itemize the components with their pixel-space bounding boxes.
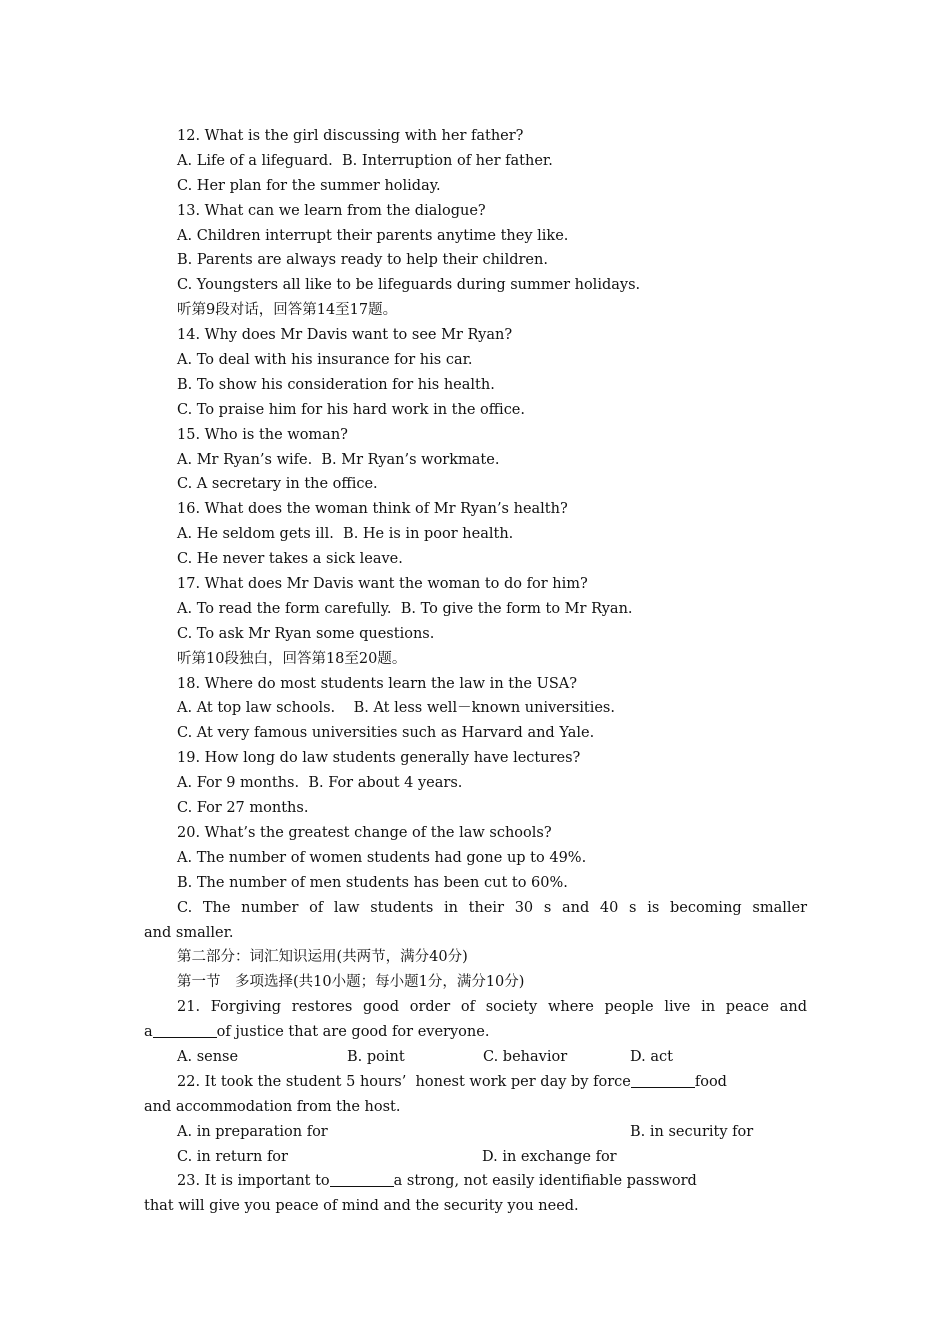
text-line: A. To deal with his insurance for his car. xyxy=(177,352,473,369)
q21-line1: 21. Forgiving restores good order of society where people live in peace and xyxy=(177,999,807,1016)
q20-option-c-line2: and smaller. xyxy=(144,924,234,941)
q22-line2: and accommodation from the host. xyxy=(144,1098,401,1115)
text-line: B. To show his consideration for his health. xyxy=(177,376,495,393)
q22-options-row2 xyxy=(0,1145,950,1170)
text-line: A. The number of women students had gone up to 49%. xyxy=(177,849,587,866)
text-line: 听第9段对话，回答第14至17题。 xyxy=(177,302,398,319)
text-line: C. At very famous universities such as Harvard and Yale. xyxy=(177,725,595,742)
text-line: 15. Who is the woman? xyxy=(177,426,348,443)
q21-options xyxy=(0,1045,950,1070)
q21-pre: a xyxy=(144,1024,153,1041)
text-line: 17. What does Mr Davis want the woman to do for him? xyxy=(177,576,588,593)
q22-pre: 22. It took the student 5 hours’ honest work per day by force xyxy=(177,1073,631,1090)
text-line: A. To read the form carefully. B. To give the form to Mr Ryan. xyxy=(177,600,633,617)
text-line: 12. What is the girl discussing with her father? xyxy=(177,128,524,144)
text-line: C. For 27 months. xyxy=(177,800,309,817)
text-line: C. Youngsters all like to be lifeguards during summer holidays. xyxy=(177,277,641,294)
q22-post: food xyxy=(694,1073,727,1090)
q21-option-c: C. behavior xyxy=(483,1048,568,1065)
section2-subtitle: 第一节 多项选择(共10小题；每小题1分，满分10分) xyxy=(177,974,525,991)
q23-line1 xyxy=(0,1169,950,1194)
text-line: B. Parents are always ready to help their children. xyxy=(177,252,548,269)
q21-option-d: D. act xyxy=(630,1048,673,1065)
q21-post: of justice that are good for everyone. xyxy=(216,1024,490,1041)
q21-option-a: A. sense xyxy=(177,1048,239,1065)
text-line: 16. What does the woman think of Mr Ryan’s health? xyxy=(177,501,568,518)
q22-blank xyxy=(631,1073,695,1088)
text-line: A. For 9 months. B. For about 4 years. xyxy=(177,775,463,792)
q22-options-row1 xyxy=(0,1120,950,1145)
q23-line2: that will give you peace of mind and the security you need. xyxy=(144,1198,579,1215)
q22-option-a: A. in preparation for xyxy=(177,1123,328,1140)
text-line: A. Life of a lifeguard. B. Interruption of her father. xyxy=(177,152,553,169)
text-line: 14. Why does Mr Davis want to see Mr Ryan? xyxy=(177,327,513,344)
q23-pre: 23. It is important to xyxy=(177,1173,330,1190)
text-line: C. Her plan for the summer holiday. xyxy=(177,177,441,194)
document-page xyxy=(0,124,950,1219)
text-line: 18. Where do most students learn the law in the USA? xyxy=(177,675,578,692)
text-line: A. At top law schools. B. At less well－known universities. xyxy=(177,700,615,717)
text-line: C. A secretary in the office. xyxy=(177,476,378,493)
q21-option-b: B. point xyxy=(347,1048,405,1065)
q23-post: a strong, not easily identifiable password xyxy=(393,1173,697,1190)
text-line: 19. How long do law students generally have lectures? xyxy=(177,750,581,767)
text-line: C. To praise him for his hard work in the office. xyxy=(177,401,525,418)
question-lines xyxy=(0,124,950,896)
q22-line1 xyxy=(0,1070,950,1095)
q21-blank xyxy=(153,1023,217,1038)
text-line: C. He never takes a sick leave. xyxy=(177,551,403,568)
text-line: A. Mr Ryan’s wife. B. Mr Ryan’s workmate. xyxy=(177,451,500,468)
q22-option-b: B. in security for xyxy=(630,1123,754,1140)
text-line: A. He seldom gets ill. B. He is in poor health. xyxy=(177,526,514,543)
q20-option-c-line1: C. The number of law students in their 30 s and 40 s is becoming smaller xyxy=(177,899,807,916)
text-line: C. To ask Mr Ryan some questions. xyxy=(177,625,435,642)
q22-option-c: C. in return for xyxy=(177,1148,288,1165)
q23-blank xyxy=(330,1172,394,1187)
text-line: A. Children interrupt their parents anytime they like. xyxy=(177,227,569,244)
text-line: 20. What’s the greatest change of the law schools? xyxy=(177,824,552,841)
section2-title: 第二部分：词汇知识运用(共两节，满分40分) xyxy=(177,949,468,966)
text-line: 听第10段独白，回答第18至20题。 xyxy=(177,650,407,667)
q22-option-d: D. in exchange for xyxy=(482,1148,617,1165)
q21-line2 xyxy=(0,1020,950,1045)
text-line: 13. What can we learn from the dialogue? xyxy=(177,202,486,219)
text-line: B. The number of men students has been cut to 60%. xyxy=(177,874,568,891)
